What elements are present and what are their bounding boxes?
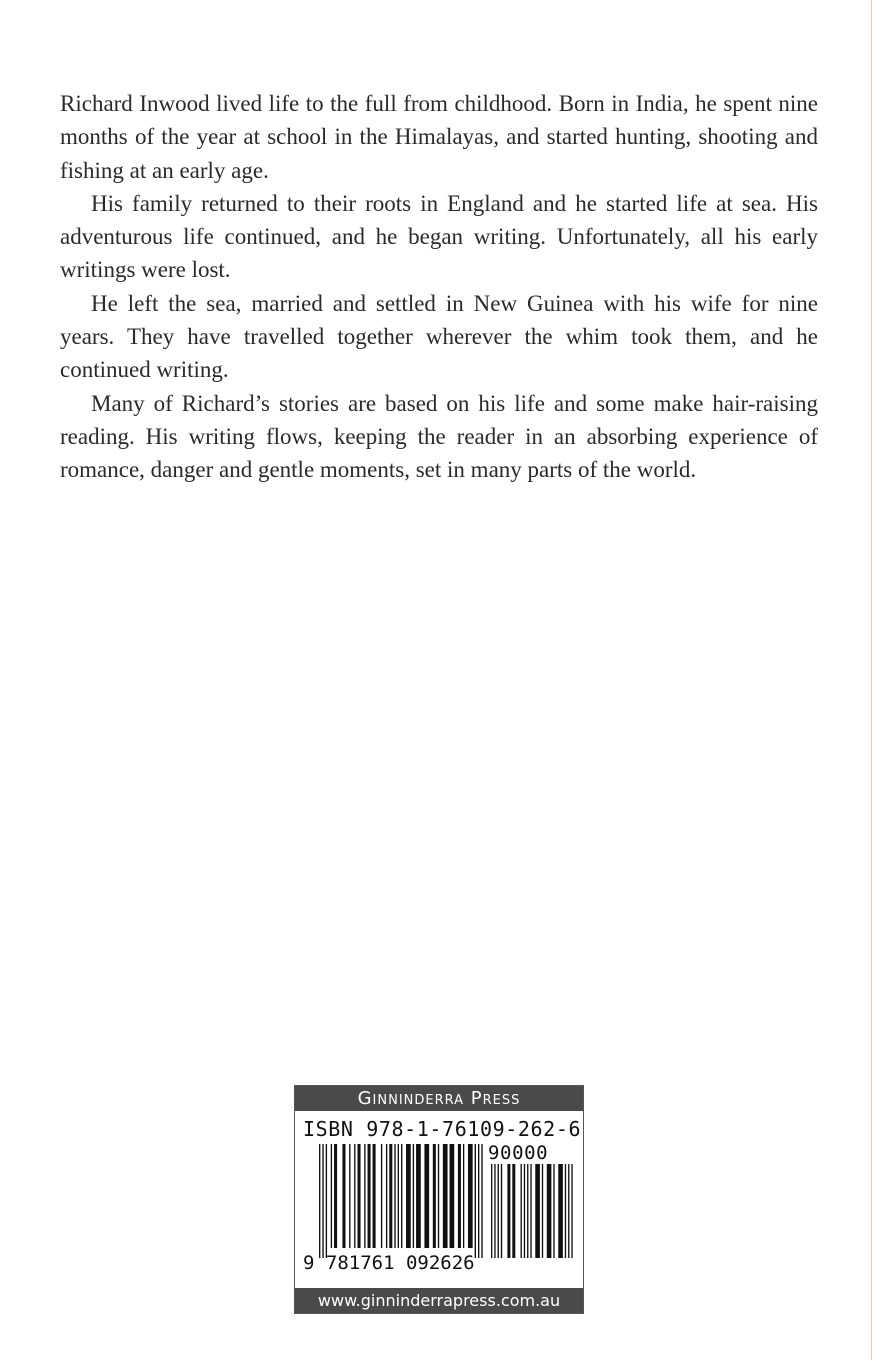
main-barcode-bars bbox=[319, 1144, 483, 1258]
barcode-bar bbox=[527, 1164, 528, 1258]
price-addon-number: 90000 bbox=[488, 1142, 549, 1164]
barcode-bar bbox=[416, 1144, 421, 1248]
barcode-bar bbox=[512, 1164, 515, 1258]
blurb-paragraph: His family returned to their roots in England and he started life at sea. His adventurous life continued, and he began writing. Unfortunately, all his early writings were lost. bbox=[60, 190, 818, 283]
barcode-bar bbox=[565, 1164, 566, 1258]
barcode-bar bbox=[389, 1144, 392, 1248]
barcode-bar bbox=[507, 1164, 510, 1258]
barcode-bar bbox=[450, 1144, 455, 1248]
blurb-paragraph: Richard Inwood lived life to the full from childhood. Born in India, he spent nine months of the year at school in the Himalayas, and started hunting, shooting and fishing at an early age. bbox=[60, 91, 818, 183]
barcode-bar bbox=[354, 1144, 355, 1248]
isbn-barcode-box bbox=[294, 1085, 584, 1314]
barcode-bar bbox=[521, 1164, 522, 1258]
barcode-bar bbox=[386, 1144, 387, 1248]
barcode-bar bbox=[530, 1164, 531, 1258]
barcode-bar bbox=[331, 1144, 332, 1248]
barcode-bar bbox=[524, 1164, 525, 1258]
barcode-bar bbox=[401, 1144, 402, 1248]
barcode-bar bbox=[468, 1144, 473, 1248]
barcode-bar bbox=[433, 1144, 436, 1248]
barcode-bar bbox=[326, 1144, 327, 1258]
barcode-bar bbox=[319, 1144, 320, 1258]
barcode-bar bbox=[494, 1164, 495, 1258]
publisher-name: Ginninderra Press bbox=[295, 1086, 583, 1111]
barcode-bar bbox=[481, 1144, 482, 1258]
barcode-bar bbox=[491, 1164, 492, 1258]
barcode-bar bbox=[558, 1164, 563, 1258]
barcode-bar bbox=[322, 1144, 323, 1258]
barcode-bar bbox=[357, 1144, 360, 1248]
barcode-bar bbox=[381, 1144, 382, 1248]
author-blurb bbox=[60, 87, 818, 487]
page-edge-line bbox=[871, 0, 872, 1360]
barcode-bar bbox=[547, 1164, 552, 1258]
isbn-number: ISBN 978-1-76109-262-6 bbox=[303, 1117, 582, 1141]
blurb-paragraph: Many of Richard’s stories are based on his life and some make hair-raising reading. His writing flows, keeping the reader in an absorbing experience of romance, danger and gentle moments, set in many parts of the world. bbox=[60, 390, 818, 483]
barcode-bar bbox=[553, 1164, 554, 1258]
barcode-bar bbox=[349, 1144, 350, 1248]
barcode-bar bbox=[501, 1164, 502, 1258]
barcode-bar bbox=[438, 1144, 439, 1248]
barcode-bar bbox=[568, 1164, 569, 1258]
barcode-bar bbox=[364, 1144, 365, 1248]
barcode-bar bbox=[368, 1144, 371, 1248]
publisher-website: www.ginninderrapress.com.au bbox=[295, 1288, 583, 1313]
blurb-paragraph: He left the sea, married and settled in New Guinea with his wife for nine years. They have travelled together wherever the whim took them, and he continued writing. bbox=[60, 290, 818, 383]
barcode-bar bbox=[478, 1144, 479, 1258]
barcode-bar bbox=[475, 1144, 476, 1258]
barcode-bar bbox=[571, 1164, 572, 1258]
barcode-bar bbox=[394, 1144, 395, 1248]
barcode-bar bbox=[424, 1144, 429, 1248]
barcode-bar bbox=[342, 1144, 345, 1248]
barcode-bar bbox=[498, 1164, 499, 1258]
barcode-bar bbox=[398, 1144, 399, 1248]
barcode-bar bbox=[542, 1164, 543, 1258]
barcode-bar bbox=[535, 1164, 540, 1258]
barcode-bar bbox=[406, 1144, 411, 1248]
addon-barcode-bars bbox=[491, 1164, 573, 1258]
barcode-bar bbox=[463, 1144, 464, 1248]
barcode-bar bbox=[334, 1144, 337, 1248]
barcode-bar bbox=[443, 1144, 448, 1248]
ean-digits: 9 781761 092626 bbox=[303, 1252, 475, 1274]
barcode-bar bbox=[458, 1144, 461, 1248]
barcode-bar bbox=[413, 1144, 414, 1248]
barcode-bar bbox=[373, 1144, 376, 1248]
